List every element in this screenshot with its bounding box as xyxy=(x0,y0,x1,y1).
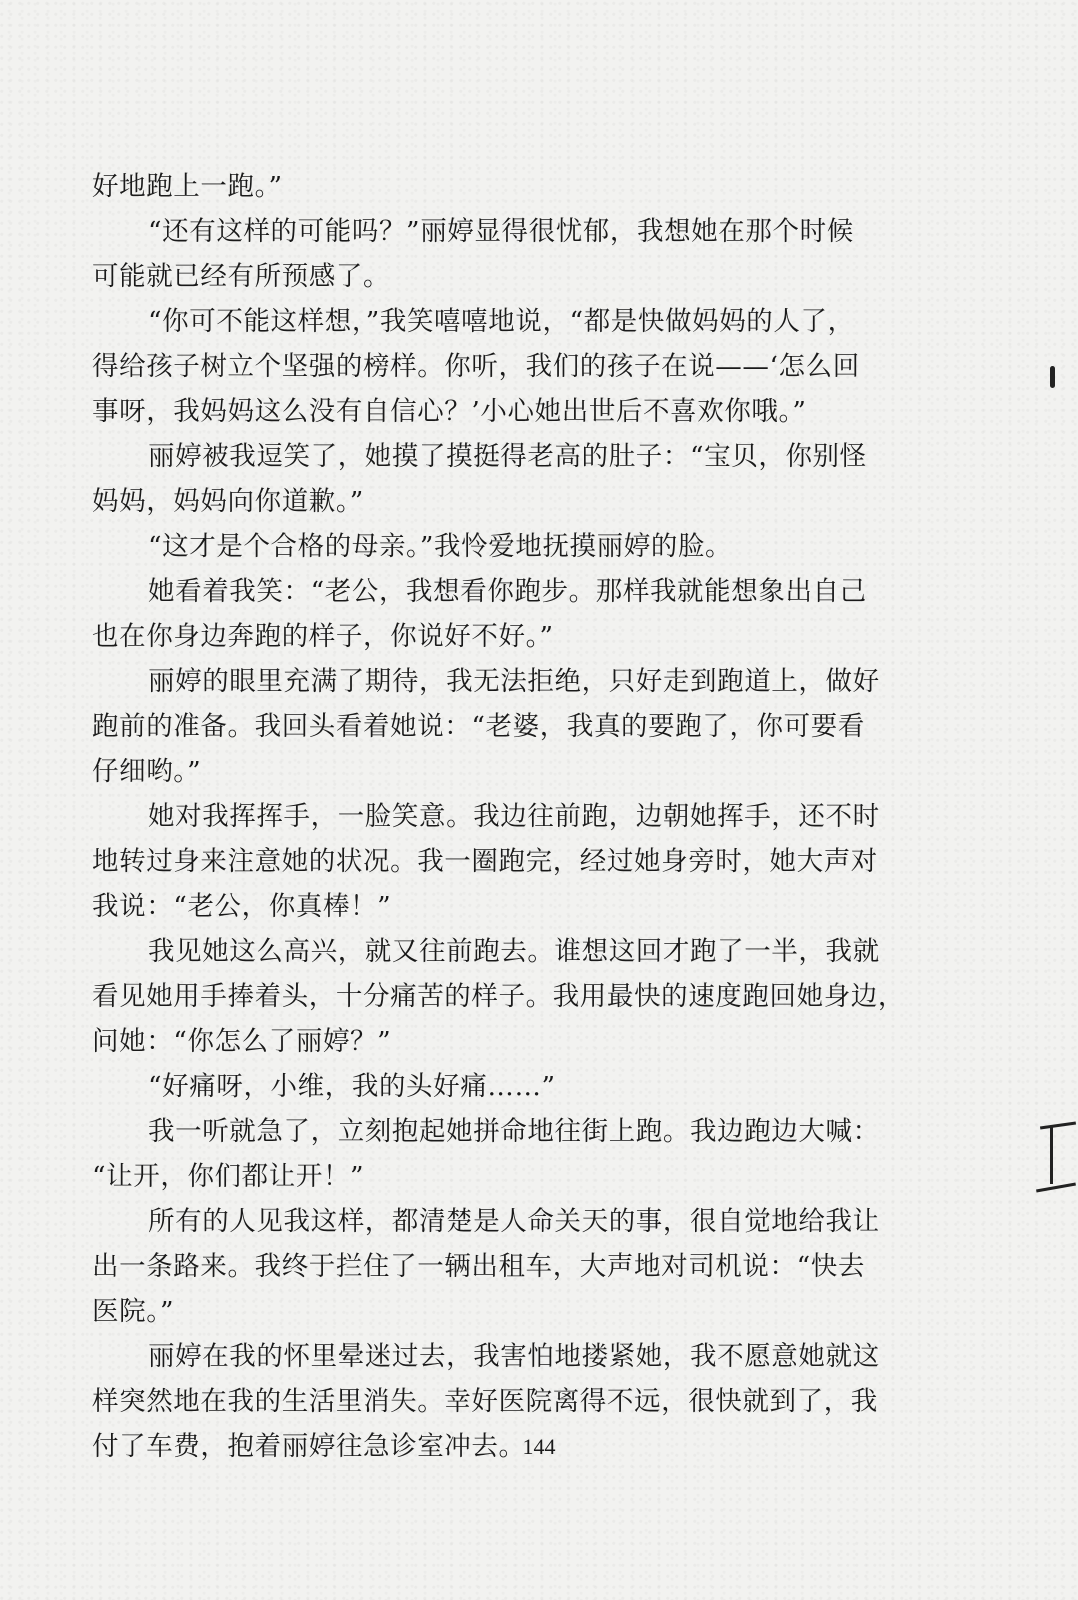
text-line: 好地跑上一跑。” xyxy=(92,171,283,202)
text-line: 出一条路来。我终于拦住了一辆出租车，大声地对司机说：“快去 xyxy=(92,1251,865,1282)
text-line: 可能就已经有所预感了。 xyxy=(92,261,391,292)
text-line: 丽婷在我的怀里晕迷过去，我害怕地搂紧她，我不愿意她就这 xyxy=(148,1341,880,1372)
text-line: 付了车费，抱着丽婷往急诊室冲去。 xyxy=(92,1431,526,1462)
text-line: 医院。” xyxy=(92,1296,175,1327)
text-line: 我说：“老公，你真棒！” xyxy=(92,891,392,922)
text-line: 跑前的准备。我回头看着她说：“老婆，我真的要跑了，你可要看 xyxy=(92,711,865,742)
text-line: 也在你身边奔跑的样子，你说好不好。” xyxy=(92,621,554,652)
text-line: 样突然地在我的生活里消失。幸好医院离得不远，很快就到了，我 xyxy=(92,1386,878,1417)
scan-edge-mark xyxy=(1050,1126,1053,1184)
text-line: “这才是个合格的母亲。”我怜爱地抚摸丽婷的脸。 xyxy=(148,531,733,562)
text-line: 丽婷被我逗笑了，她摸了摸挺得老高的肚子：“宝贝，你别怪 xyxy=(148,441,867,472)
text-line: 问她：“你怎么了丽婷？” xyxy=(92,1026,392,1057)
scan-edge-mark xyxy=(1050,366,1055,388)
text-line: “你可不能这样想，”我笑嘻嘻地说，“都是快做妈妈的人了， xyxy=(148,306,855,337)
text-line: 得给孩子树立个坚强的榜样。你听，我们的孩子在说——‘怎么回 xyxy=(92,351,860,382)
text-line: 看见她用手捧着头，十分痛苦的样子。我用最快的速度跑回她身边， xyxy=(92,981,905,1012)
text-line: “让开，你们都让开！” xyxy=(92,1161,365,1192)
text-line: 妈妈，妈妈向你道歉。” xyxy=(92,486,364,517)
text-line: 她看着我笑：“老公，我想看你跑步。那样我就能想象出自己 xyxy=(148,576,867,607)
text-line: 她对我挥挥手，一脸笑意。我边往前跑，边朝她挥手，还不时 xyxy=(148,801,880,832)
text-line: 我见她这么高兴，就又往前跑去。谁想这回才跑了一半，我就 xyxy=(148,936,880,967)
text-line: 所有的人见我这样，都清楚是人命关天的事，很自觉地给我让 xyxy=(148,1206,880,1237)
text-line: 事呀，我妈妈这么没有自信心？’小心她出世后不喜欢你哦。” xyxy=(92,396,807,427)
text-line: 仔细哟。” xyxy=(92,756,202,787)
body-text xyxy=(92,164,918,1469)
text-line: 我一听就急了，立刻抱起她拼命地往街上跑。我边跑边大喊： xyxy=(148,1116,880,1147)
text-line: 丽婷的眼里充满了期待，我无法拒绝，只好走到跑道上，做好 xyxy=(148,666,880,697)
text-line: 地转过身来注意她的状况。我一圈跑完，经过她身旁时，她大声对 xyxy=(92,846,878,877)
scan-edge-mark xyxy=(1040,1122,1076,1130)
scan-edge-mark xyxy=(1036,1183,1076,1193)
text-line: “好痛呀，小维，我的头好痛……” xyxy=(148,1071,556,1102)
text-line: “还有这样的可能吗？”丽婷显得很忧郁，我想她在那个时候 xyxy=(148,216,854,247)
page-number: 144 xyxy=(522,1434,556,1459)
